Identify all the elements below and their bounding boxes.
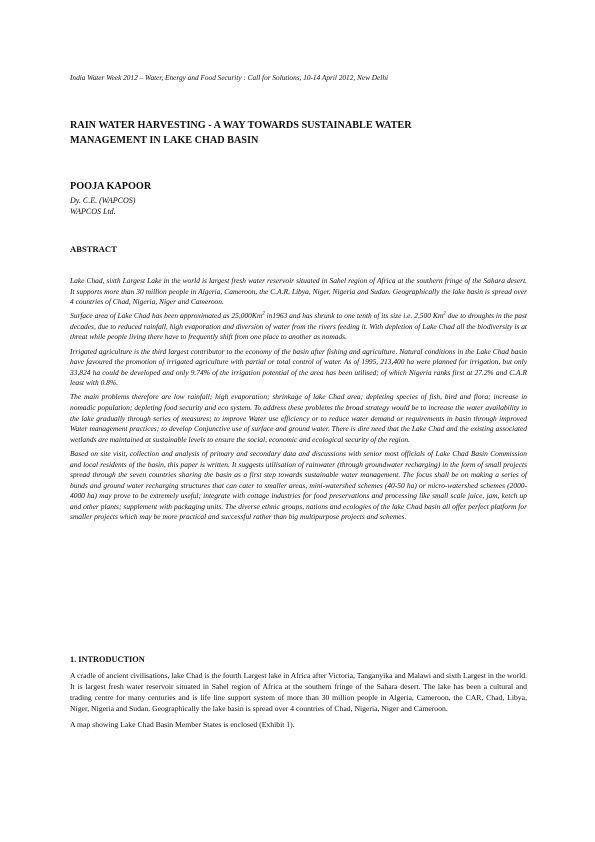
abstract-paragraph-2 xyxy=(70,311,527,343)
introduction-body xyxy=(70,670,527,735)
paper-title-line-2: MANAGEMENT IN LAKE CHAD BASIN xyxy=(70,135,259,146)
paper-title xyxy=(70,118,530,148)
abstract-paragraph-3: Irrigated agriculture is the third largest contributor to the economy of the basin after fishing and agriculture. Natural conditions in the Lake Chad basin have favoured the promotion of irrigated agriculture with partial or total control of water. As of 1995, 213,400 ha were planned for irrigation, but only 33,824 ha could be developed and only 9.74% of the irrigation potential of the area has been utilised; of which Nigeria ranks first at 27.2% and C.A.R least with 0.8%. xyxy=(70,346,527,388)
running-header: India Water Week 2012 – Water, Energy and Food Security : Call for Solutions, 10-14 April 2012, New Delhi xyxy=(70,73,388,82)
superscript-2: 2 xyxy=(443,311,446,317)
abstract-paragraph-4: The main problems therefore are low rainfall; high evaporation; shrinkage of lake Chad area; depleting species of fish, bird and flora; increase in nomadic population; depleting food security and eco system. To address these problems the broad strategy would be to increase the water availability in the lake gradually through series of measures; to improve Water use efficiency or to reduce water demand or requirements in basin through improved Water management practices; to develop Conjunctive use of surface and ground water. There is dire need that the Lake Chad and the existing associated wetlands are maintained at sustainable levels to ensure the social, economic and ecological security of the region. xyxy=(70,392,527,444)
abstract-paragraph-2-part-b: in1963 and has shrunk to one tenth of its size i.e. 2,500 Km xyxy=(264,311,444,321)
superscript-2: 2 xyxy=(262,311,265,317)
author-organization: WAPCOS Ltd. xyxy=(70,207,116,216)
abstract-body xyxy=(70,276,527,527)
abstract-paragraph-5: Based on site visit, collection and analysis of primary and secondary data and discussions with senior most officials of Lake Chad Basin Commission and local residents of the basin, this paper is written. It suggests utilisation of rainwater (through groundwater recharging) in the form of small projects spread through the seven countries sharing the basin as a first step towards sustainable water management. The focus shall be on making a series of bunds and ground water recharging structures that can cater to smaller areas, mini-watershed schemes (40-50 ha) or micro-watershed schemes (2000-4000 ha) may prove to be extremely useful; integrate with cottage industries for food preservations and processing like small scale juice, jam, ketch up and other plants; supplement with packaging units. The diverse ethnic groups, nations and ecologies of the lake Chad basin all offer perfect platform for smaller projects which may be more practical and successful rather than big multipurpose projects and schemes. xyxy=(70,448,527,522)
abstract-paragraph-2-part-a: Surface area of Lake Chad has been approximated as 25,000Km xyxy=(70,311,263,321)
abstract-paragraph-1: Lake Chad, sixth Largest Lake in the world is largest fresh water reservoir situated in Sahel region of Africa at the southern fringe of the Sahara desert. It supports more than 30 million people in Algeria, Cameroon, the C.A.R, Libya, Niger, Nigeria and Sudan. Geographically the lake basin is spread over 4 countries of Chad, Nigeria, Niger and Cameroon. xyxy=(70,276,527,307)
section-heading-introduction: 1. INTRODUCTION xyxy=(70,655,145,664)
author-name: POOJA KAPOOR xyxy=(70,181,152,192)
abstract-paragraph-2-part-c: due to droughts in the past decades, due to reduced rainfall, high evaporation and diversion of water from the rivers feeding it. With depletion of Lake Chad all the biodiversity is at threat while people living there have to frequently shift from one place to another as nomads. xyxy=(70,311,527,342)
paper-title-line-1: RAIN WATER HARVESTING - A WAY TOWARDS SUSTAINABLE WATER xyxy=(70,120,412,131)
abstract-heading: ABSTRACT xyxy=(70,244,117,254)
introduction-paragraph-2: A map showing Lake Chad Basin Member States is enclosed (Exhibit 1). xyxy=(70,720,295,729)
author-role: Dy. C.E. (WAPCOS) xyxy=(70,196,136,205)
introduction-paragraph-1: A cradle of ancient civilisations, lake Chad is the fourth Largest lake in Africa after Victoria, Tanganyika and Malawi and sixth Largest in the world. It is largest fresh water reservoir situated in Sahel region of Africa at the southern fringe of the Sahara desert. The lake has been a cultural and trading centre for many centuries and is life line support system of more than 30 million people in Algeria, Cameroon, the CAR, Chad, Libya, Niger, Nigeria and Sudan. Geographically the lake basin is spread over 4 countries of Chad, Nigeria, Niger and Cameroon. xyxy=(70,671,527,713)
